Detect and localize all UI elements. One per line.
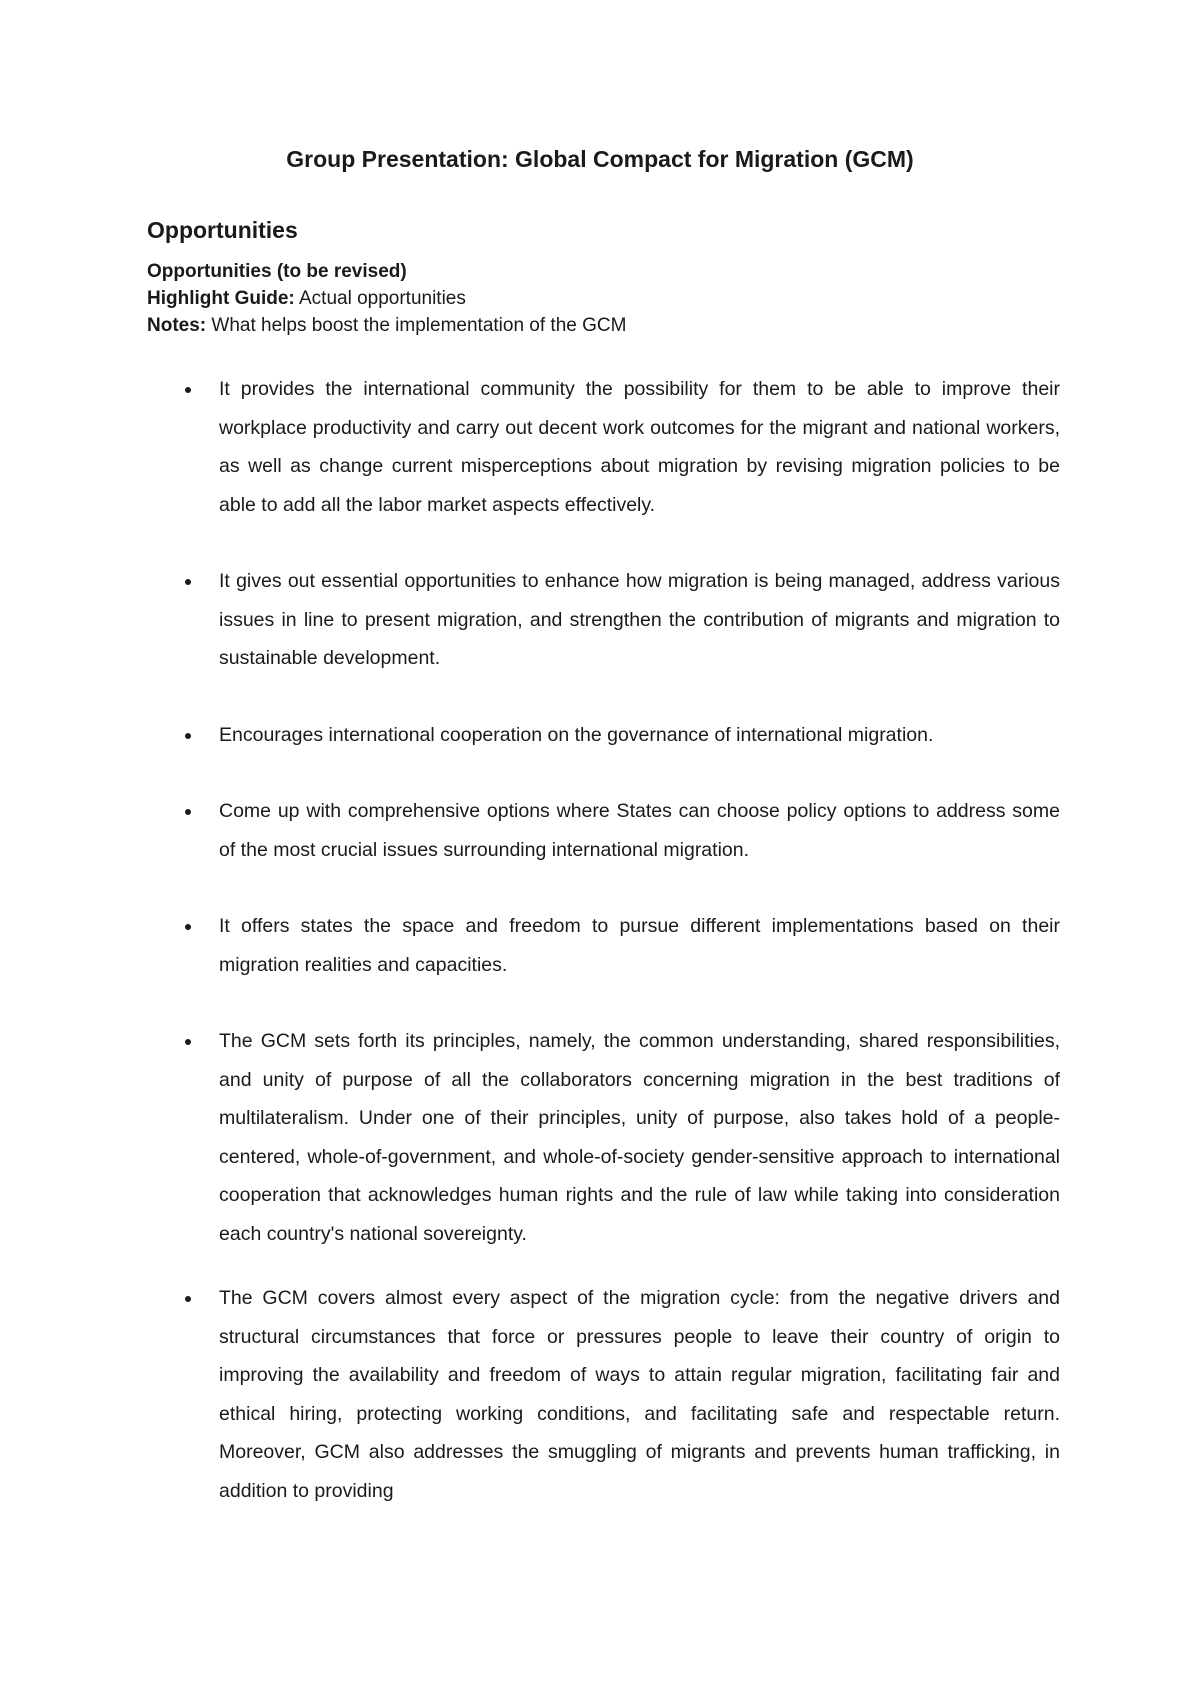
notes-value: What helps boost the implementation of the GCM bbox=[206, 315, 627, 336]
notes-line bbox=[147, 312, 626, 339]
meta-block bbox=[147, 258, 626, 339]
bullet-icon bbox=[185, 579, 191, 585]
bullet-icon bbox=[185, 1039, 191, 1045]
subheading-line bbox=[147, 258, 626, 285]
list-item bbox=[147, 716, 1060, 755]
bullet-icon bbox=[185, 733, 191, 739]
highlight-guide-value: Actual opportunities bbox=[294, 288, 466, 309]
bullet-icon bbox=[185, 1296, 191, 1302]
list-item bbox=[147, 1022, 1060, 1253]
list-item bbox=[147, 370, 1060, 524]
subheading: Opportunities (to be revised) bbox=[147, 261, 407, 282]
notes-label: Notes: bbox=[147, 315, 207, 336]
list-item-text: It gives out essential opportunities to enhance how migration is being managed, address various issues in line to present migration, and strengthen the contribution of migrants and migration to sustainable development. bbox=[219, 570, 1060, 669]
list-item bbox=[147, 1279, 1060, 1510]
list-item-text: Come up with comprehensive options where States can choose policy options to address some of the most crucial issues surrounding international migration. bbox=[219, 800, 1060, 861]
opportunities-list bbox=[147, 370, 1060, 1510]
bullet-icon bbox=[185, 387, 191, 393]
list-item-text: It offers states the space and freedom to pursue different implementations based on their migration realities and capacities. bbox=[219, 915, 1060, 976]
list-item-text: The GCM covers almost every aspect of the migration cycle: from the negative drivers and structural circumstances that force or pressures people to leave their country of origin to improving the availability and freedom of ways to attain regular migration, facilitating fair and ethical hiring, protecting working conditions, and facilitating safe and respectable return. Moreover, GCM also addresses the smuggling of migrants and prevents human trafficking, in addition to providing bbox=[219, 1287, 1060, 1502]
list-item bbox=[147, 562, 1060, 678]
list-item-text: Encourages international cooperation on the governance of international migration. bbox=[219, 723, 934, 746]
highlight-guide-line bbox=[147, 285, 626, 312]
highlight-guide-label: Highlight Guide: bbox=[147, 288, 295, 309]
bullet-icon bbox=[185, 924, 191, 930]
list-item bbox=[147, 792, 1060, 869]
list-item bbox=[147, 907, 1060, 984]
section-heading: Opportunities bbox=[147, 217, 298, 243]
list-item-text: The GCM sets forth its principles, namely, the common understanding, shared responsibilities, and unity of purpose of all the collaborators concerning migration in the best traditions of multilateralism. Under one of their principles, unity of purpose, also takes hold of a people-centered, whole-of-government, and whole-of-society gender-sensitive approach to international cooperation that acknowledges human rights and the rule of law while taking into consideration each country's national sovereignty. bbox=[219, 1030, 1060, 1245]
document-title: Group Presentation: Global Compact for Migration (GCM) bbox=[286, 146, 914, 172]
list-item-text: It provides the international community the possibility for them to be able to improve their workplace productivity and carry out decent work outcomes for the migrant and national workers, as well as change current misperceptions about migration by revising migration policies to be able to add all the labor market aspects effectively. bbox=[219, 378, 1060, 516]
bullet-icon bbox=[185, 809, 191, 815]
